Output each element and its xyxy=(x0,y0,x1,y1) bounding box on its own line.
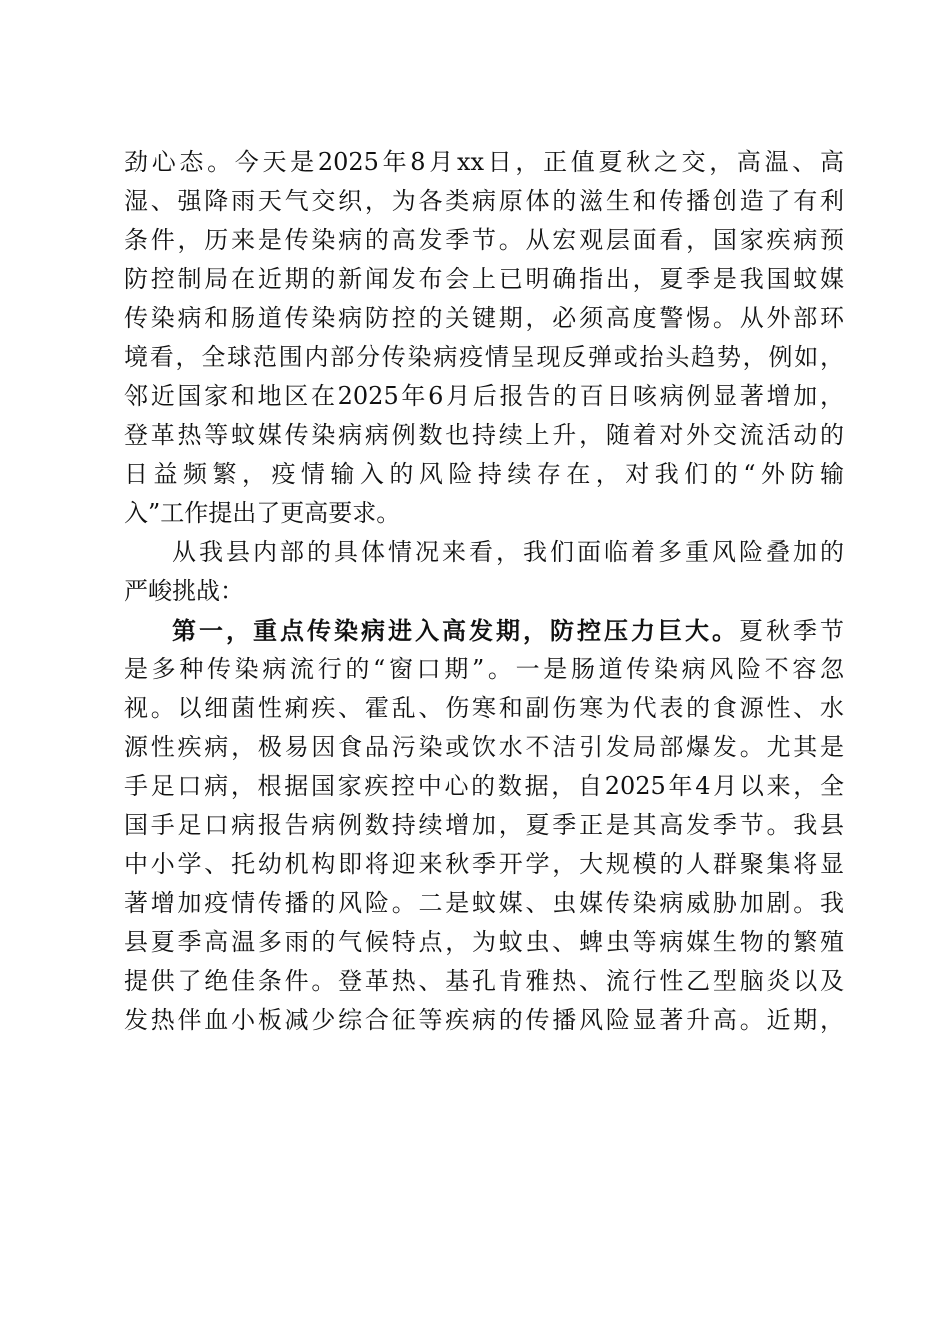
text-line: 邻近国家和地区在2025年6月后报告的百日咳病例显著增加， xyxy=(124,382,844,410)
text-line: 发热伴血小板减少综合征等疾病的传播风险显著升高。近期， xyxy=(124,1006,844,1034)
text-line: 劲心态。今天是2025年8月xx日，正值夏秋之交，高温、高 xyxy=(124,148,844,176)
text-line: 提供了绝佳条件。登革热、基孔肯雅热、流行性乙型脑炎以及 xyxy=(124,967,844,995)
text-line: 是多种传染病流行的“窗口期”。一是肠道传染病风险不容忽 xyxy=(124,655,844,683)
text-line: 防控制局在近期的新闻发布会上已明确指出，夏季是我国蚊媒 xyxy=(124,265,844,293)
text-line: 入”工作提出了更高要求。 xyxy=(124,499,401,527)
text-line: 湿、强降雨天气交织，为各类病原体的滋生和传播创造了有利 xyxy=(124,187,844,215)
text-line: 著增加疫情传播的风险。二是蚊媒、虫媒传染病威胁加剧。我 xyxy=(124,889,844,917)
text-line: 手足口病，根据国家疾控中心的数据，自2025年4月以来，全 xyxy=(124,772,844,800)
text-line: 源性疾病，极易因食品污染或饮水不洁引发局部爆发。尤其是 xyxy=(124,733,844,761)
body-text xyxy=(124,143,844,1040)
bold-heading: 第一，重点传染病进入高发期，防控压力巨大。 xyxy=(172,616,739,645)
text-line: 登革热等蚊媒传染病病例数也持续上升，随着对外交流活动的 xyxy=(124,421,844,449)
text-line: 从我县内部的具体情况来看，我们面临着多重风险叠加的 xyxy=(172,538,844,566)
paragraph-first-line xyxy=(124,611,844,650)
text-line: 视。以细菌性痢疾、霍乱、伤寒和副伤寒为代表的食源性、水 xyxy=(124,694,844,722)
text-line: 日益频繁，疫情输入的风险持续存在，对我们的“外防输 xyxy=(124,460,844,488)
text-line: 国手足口病报告病例数持续增加，夏季正是其高发季节。我县 xyxy=(124,811,844,839)
text-line: 传染病和肠道传染病防控的关键期，必须高度警惕。从外部环 xyxy=(124,304,844,332)
text-line: 县夏季高温多雨的气候特点，为蚊虫、蜱虫等病媒生物的繁殖 xyxy=(124,928,844,956)
text-line: 境看，全球范围内部分传染病疫情呈现反弹或抬头趋势，例如， xyxy=(124,343,844,371)
text-line: 严峻挑战： xyxy=(124,577,244,605)
text-line: 条件，历来是传染病的高发季节。从宏观层面看，国家疾病预 xyxy=(124,226,844,254)
text-run: 夏秋季节 xyxy=(739,617,844,645)
text-line: 中小学、托幼机构即将迎来秋季开学，大规模的人群聚集将显 xyxy=(124,850,844,878)
